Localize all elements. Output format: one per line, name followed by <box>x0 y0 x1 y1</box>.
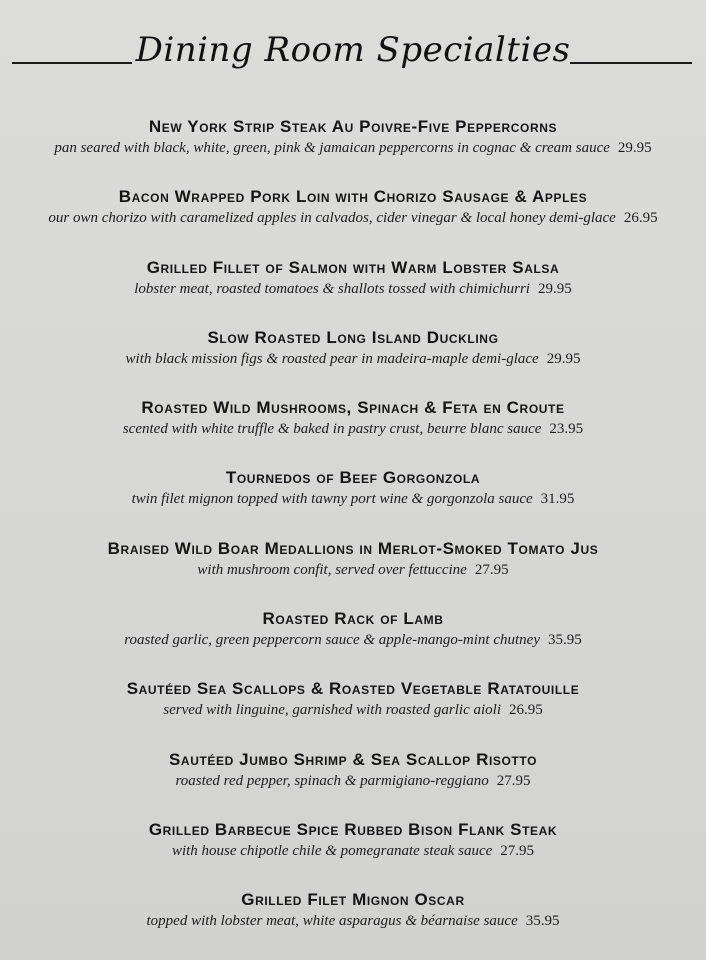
menu-item <box>0 608 706 678</box>
page-title: Dining Room Specialties <box>135 30 571 70</box>
menu-item <box>0 186 706 256</box>
menu-item-description-text: with mushroom confit, served over fettuccine <box>197 561 467 578</box>
menu-header <box>0 22 706 92</box>
menu-item-description-text: with house chipotle chile & pomegranate steak sauce <box>171 842 493 859</box>
menu-item <box>0 819 706 889</box>
menu-item-description <box>0 349 706 369</box>
menu-item <box>0 749 706 819</box>
menu-item-description-text: pan seared with black, white, green, pink & jamaican peppercorns in cognac & cream sauce <box>54 140 610 156</box>
menu-item-price: 29.95 <box>537 280 572 297</box>
menu-item <box>0 538 706 608</box>
menu-item <box>0 257 706 327</box>
menu-item-description <box>0 630 706 650</box>
menu-item-price: 29.95 <box>546 350 581 367</box>
menu-item <box>0 678 706 748</box>
menu-item-description <box>0 419 706 439</box>
menu-item-description-text: topped with lobster meat, white asparagus & béarnaise sauce <box>146 913 518 930</box>
menu-item-price: 26.95 <box>623 210 658 227</box>
menu-item <box>0 397 706 467</box>
menu-item-description <box>0 489 706 509</box>
menu-item-description-text: served with linguine, garnished with roasted garlic aioli <box>163 702 501 719</box>
menu-item-name: New York Strip Steak Au Poivre-Five Peppercorns <box>148 117 558 136</box>
menu-item-name: Grilled Filet Mignon Oscar <box>241 890 465 910</box>
menu-item <box>0 327 706 397</box>
menu-item-price: 35.95 <box>525 913 560 930</box>
menu-item-description <box>0 841 706 861</box>
menu-item-description <box>0 560 706 580</box>
menu-item-name: Bacon Wrapped Pork Loin with Chorizo Sausage & Apples <box>118 187 588 207</box>
menu-item-name: Roasted Wild Mushrooms, Spinach & Feta en Croute <box>141 398 565 418</box>
menu-item-description-text: lobster meat, roasted tomatoes & shallots tossed with chimichurri <box>134 280 530 297</box>
menu-item-name: Tournedos of Beef Gorgonzola <box>225 468 481 488</box>
menu-item-list <box>0 116 706 960</box>
menu-item-price: 27.95 <box>496 772 531 789</box>
right-divider <box>570 62 692 64</box>
menu-item-price: 27.95 <box>500 842 535 859</box>
menu-item-description-text: roasted garlic, green peppercorn sauce & apple-mango-mint chutney <box>124 632 540 649</box>
menu-item-price: 23.95 <box>549 421 584 438</box>
menu-item-price: 35.95 <box>548 632 582 649</box>
menu-item <box>0 889 706 959</box>
menu-item <box>0 467 706 537</box>
menu-item-description-text: roasted red pepper, spinach & parmigiano-reggiano <box>175 772 489 789</box>
menu-item-description <box>0 279 706 299</box>
menu-item-price: 26.95 <box>509 702 543 719</box>
menu-item-description-text: our own chorizo with caramelized apples in calvados, cider vinegar & local honey demi-glace <box>48 210 616 227</box>
menu-item-name: Grilled Fillet of Salmon with Warm Lobster Salsa <box>146 257 560 277</box>
menu-item-price: 31.95 <box>540 491 575 508</box>
menu-item-price: 27.95 <box>474 561 509 578</box>
menu-item-description <box>0 911 706 931</box>
menu-item-description-text: twin filet mignon topped with tawny port wine & gorgonzola sauce <box>131 491 533 508</box>
menu-item-price: 29.95 <box>617 140 652 156</box>
menu-item-name: Grilled Barbecue Spice Rubbed Bison Flank Steak <box>148 819 558 839</box>
menu-item-name: Braised Wild Boar Medallions in Merlot-Smoked Tomato Jus <box>107 538 599 558</box>
menu-item-description-text: with black mission figs & roasted pear in madeira-maple demi-glace <box>125 350 539 367</box>
menu-item <box>0 116 706 186</box>
menu-item-name: Slow Roasted Long Island Duckling <box>207 327 499 347</box>
menu-item-name: Sautéed Sea Scallops & Roasted Vegetable Ratatouille <box>126 679 580 699</box>
menu-item-name: Sautéed Jumbo Shrimp & Sea Scallop Risotto <box>168 749 537 769</box>
menu-item-description <box>0 771 706 791</box>
menu-item-description <box>0 208 706 228</box>
menu-item-description-text: scented with white truffle & baked in pastry crust, beurre blanc sauce <box>122 421 542 438</box>
menu-item-description <box>0 700 706 720</box>
menu-item-description <box>0 138 706 158</box>
menu-item-name: Roasted Rack of Lamb <box>262 609 444 629</box>
